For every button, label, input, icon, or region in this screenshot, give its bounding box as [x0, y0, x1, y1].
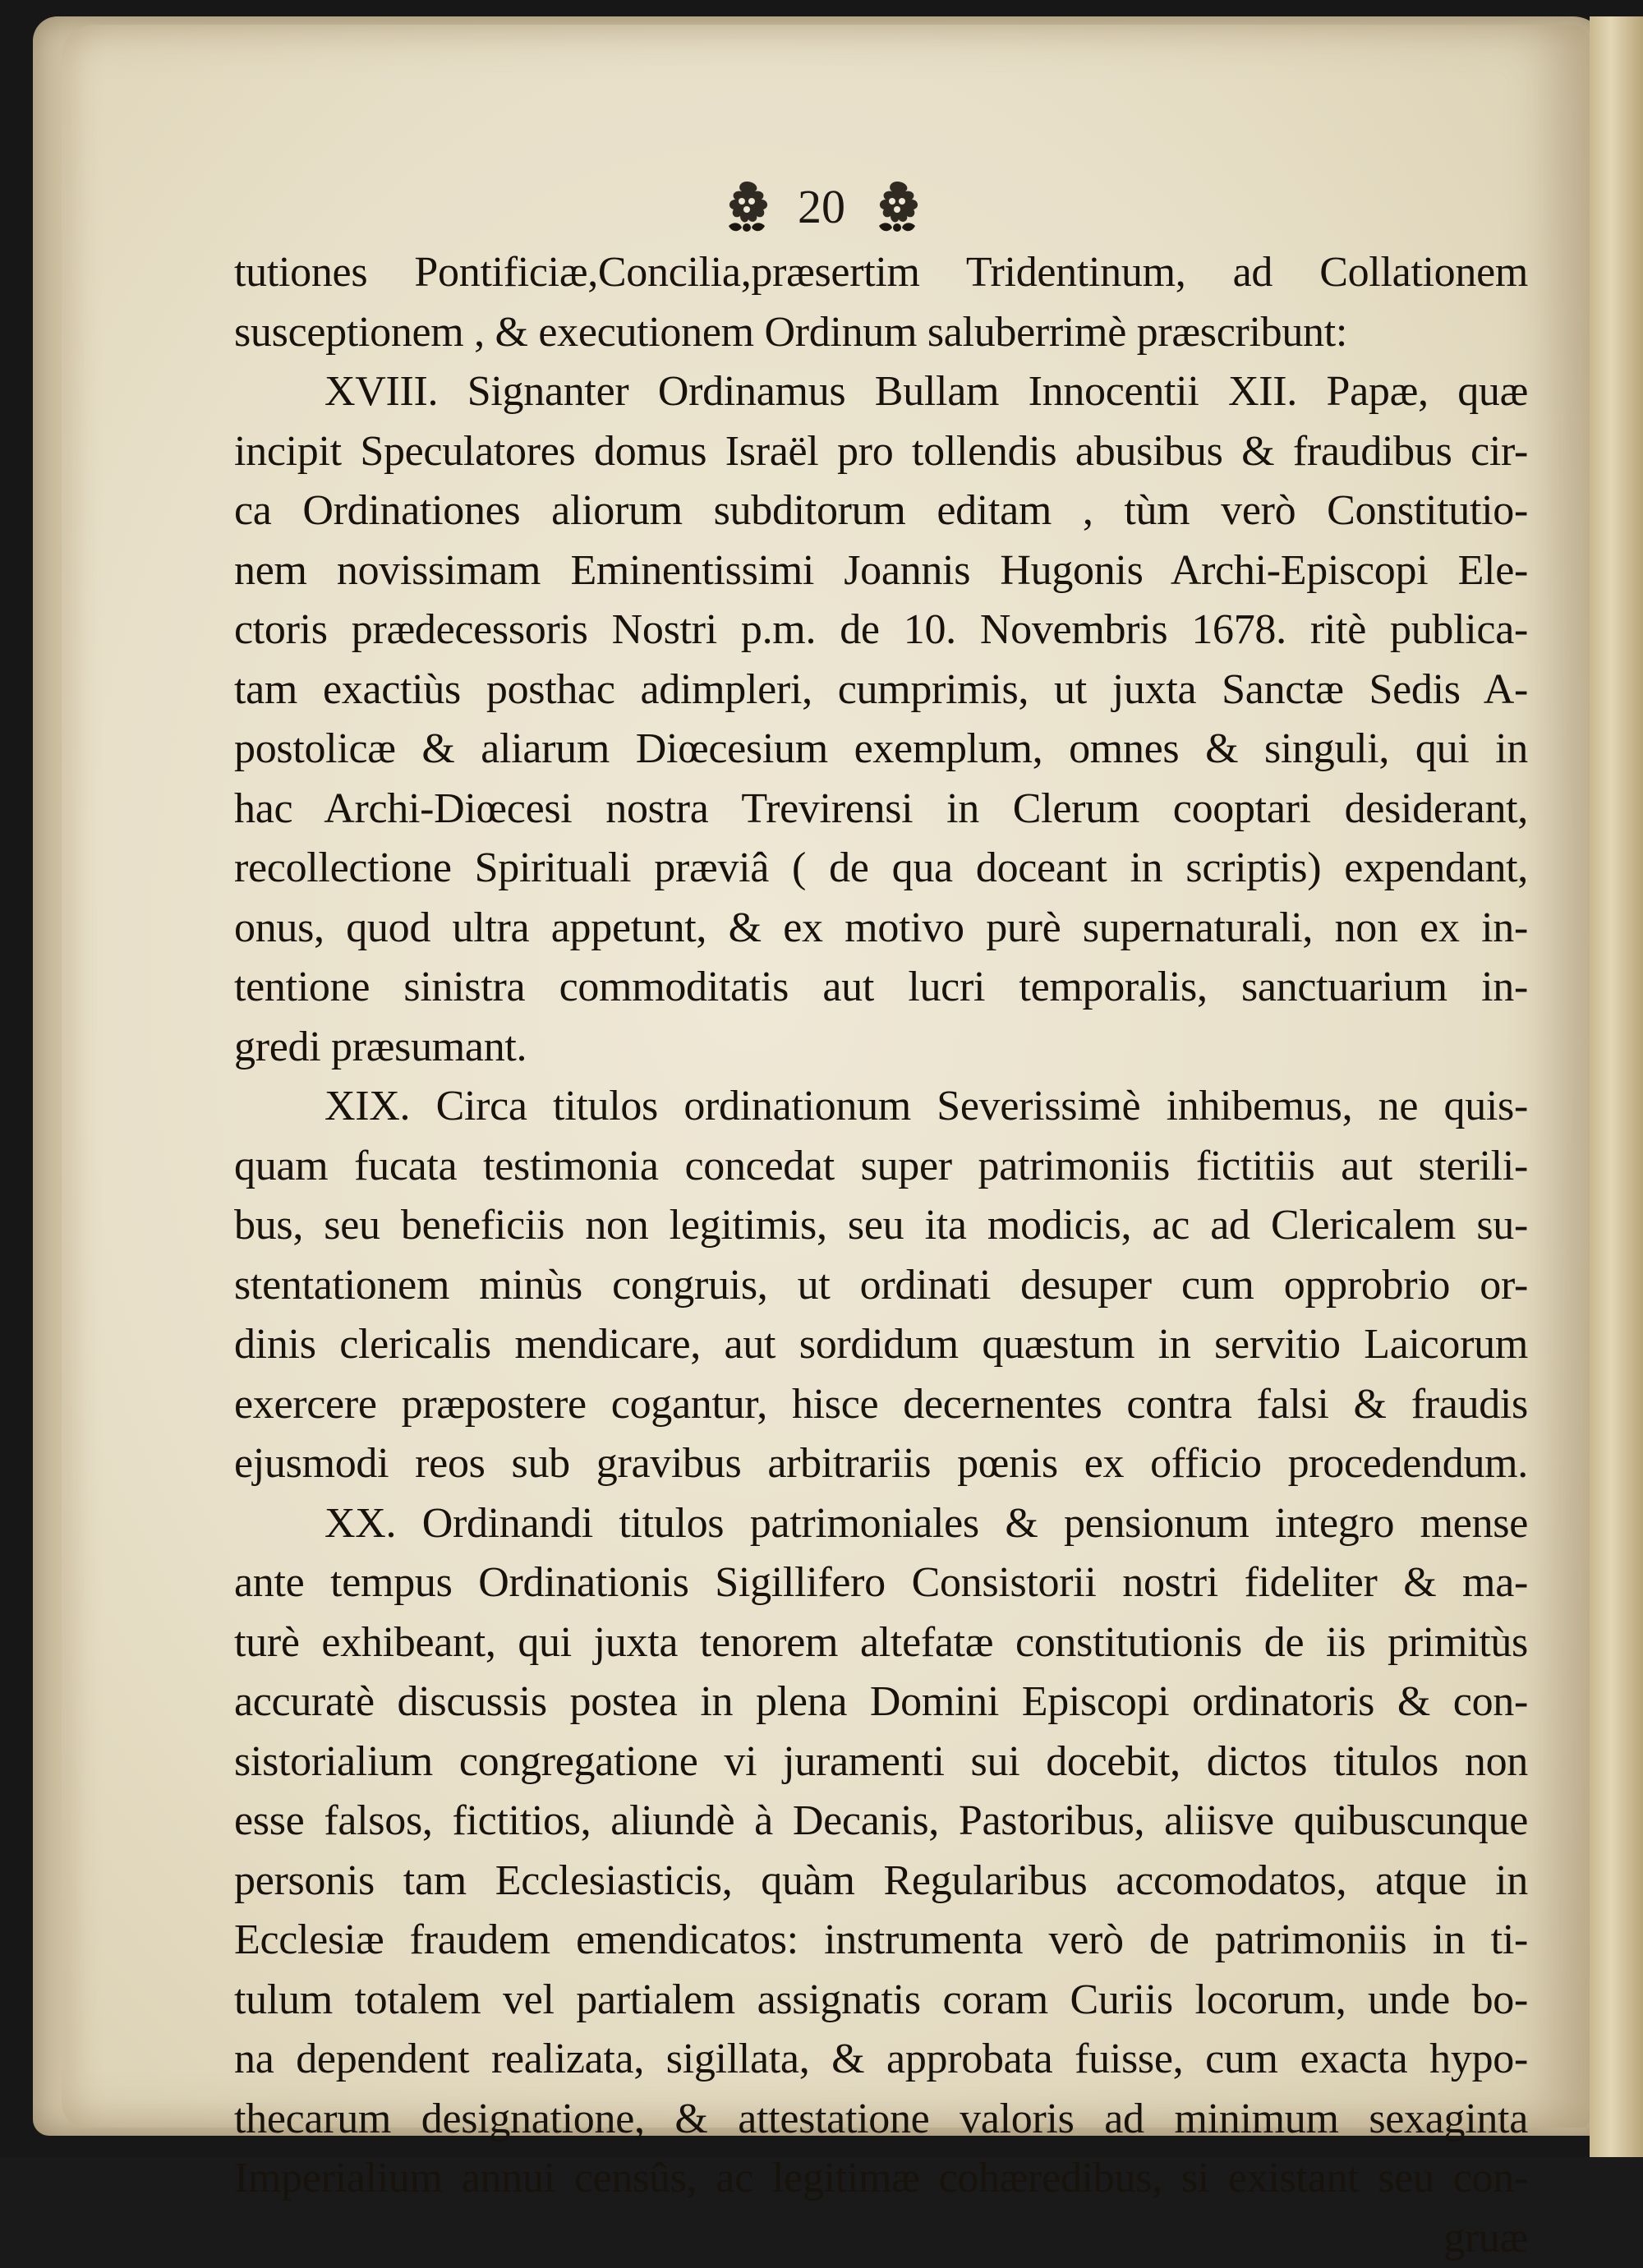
text-line: exercere præpostere cogantur, hisce decernentes contra falsi & fraudis [234, 1375, 1528, 1435]
text-line: nem novissimam Eminentissimi Joannis Hugonis Archi-Episcopi Ele- [234, 541, 1528, 601]
text-line: tam exactiùs posthac adimpleri, cumprimis, ut juxta Sanctæ Sedis A- [234, 660, 1528, 720]
text-line: Imperialium annui censûs, ac legitimæ cohæredibus, si existant seu con- [234, 2149, 1528, 2209]
text-line: ca Ordinationes aliorum subditorum editam , tùm verò Constitutio- [234, 481, 1528, 541]
text-line: gruæ [234, 2209, 1528, 2268]
text-line: susceptionem , & executionem Ordinum saluberrimè præscribunt: [234, 303, 1528, 363]
text-line: ctoris prædecessoris Nostri p.m. de 10. Novembris 1678. ritè publica- [234, 600, 1528, 660]
text-line: tutiones Pontificiæ,Concilia,præsertim Tridentinum, ad Collationem [234, 243, 1528, 303]
text-line: dinis clericalis mendicare, aut sordidum quæstum in servitio Laicorum [234, 1315, 1528, 1375]
body-text [234, 243, 1528, 2268]
text-line: quam fucata testimonia concedat super patrimoniis fictitiis aut sterili- [234, 1137, 1528, 1197]
text-line: Ecclesiæ fraudem emendicatos: instrumenta verò de patrimoniis in ti- [234, 1911, 1528, 1971]
text-line: onus, quod ultra appetunt, & ex motivo purè supernaturali, non ex in- [234, 899, 1528, 959]
fleuron-right-icon [872, 178, 922, 236]
text-line: XIX. Circa titulos ordinationum Severissimè inhibemus, ne quis- [234, 1077, 1528, 1137]
facing-page-edge [1590, 16, 1643, 2157]
page-header [0, 174, 1643, 240]
text-line: recollectione Spirituali præviâ ( de qua doceant in scriptis) expendant, [234, 839, 1528, 899]
text-line: thecarum designatione, & attestatione valoris ad minimum sexaginta [234, 2090, 1528, 2150]
text-line: bus, seu beneficiis non legitimis, seu ita modicis, ac ad Clericalem su- [234, 1196, 1528, 1256]
text-line: accuratè discussis postea in plena Domini Episcopi ordinatoris & con- [234, 1672, 1528, 1732]
text-line: ante tempus Ordinationis Sigillifero Consistorii nostri fideliter & ma- [234, 1553, 1528, 1613]
fleuron-left-icon [722, 178, 771, 236]
text-line: hac Archi-Diœcesi nostra Trevirensi in Clerum cooptari desiderant, [234, 780, 1528, 840]
text-line: XX. Ordinandi titulos patrimoniales & pensionum integro mense [234, 1494, 1528, 1554]
text-line: ejusmodi reos sub gravibus arbitrariis pœnis ex officio procedendum. [234, 1434, 1528, 1494]
text-line: stentationem minùs congruis, ut ordinati desuper cum opprobrio or- [234, 1256, 1528, 1316]
text-line: turè exhibeant, qui juxta tenorem altefatæ constitutionis de iis primitùs [234, 1613, 1528, 1673]
text-line: personis tam Ecclesiasticis, quàm Regularibus accomodatos, atque in [234, 1852, 1528, 1911]
text-line: tentione sinistra commoditatis aut lucri temporalis, sanctuarium in- [234, 958, 1528, 1018]
text-line: gredi præsumant. [234, 1018, 1528, 1078]
text-line: tulum totalem vel partialem assignatis coram Curiis locorum, unde bo- [234, 1971, 1528, 2031]
text-line: postolicæ & aliarum Diœcesium exemplum, omnes & singuli, qui in [234, 720, 1528, 780]
page-number: 20 [798, 179, 845, 234]
text-line: na dependent realizata, sigillata, & approbata fuisse, cum exacta hypo- [234, 2030, 1528, 2090]
text-line: esse falsos, fictitios, aliundè à Decanis, Pastoribus, aliisve quibuscunque [234, 1792, 1528, 1852]
text-line: sistorialium congregatione vi juramenti sui docebit, dictos titulos non [234, 1732, 1528, 1792]
text-line: incipit Speculatores domus Israël pro tollendis abusibus & fraudibus cir- [234, 422, 1528, 482]
text-line: XVIII. Signanter Ordinamus Bullam Innocentii XII. Papæ, quæ [234, 362, 1528, 422]
